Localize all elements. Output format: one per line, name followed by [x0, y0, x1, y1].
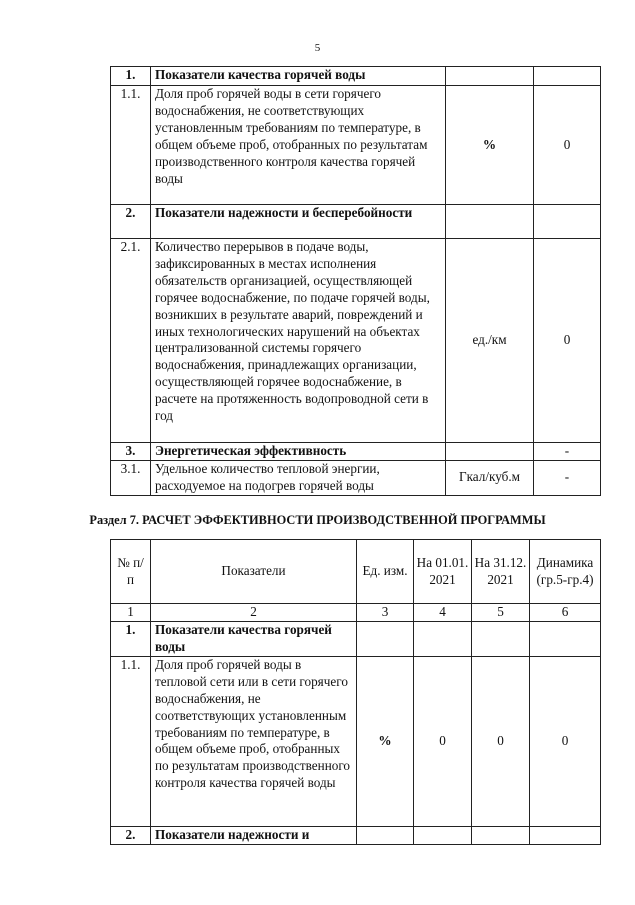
- row-end: 0: [472, 656, 530, 826]
- row-end: [472, 826, 530, 844]
- table-row: [111, 826, 601, 844]
- row-number: 1.1.: [111, 656, 151, 826]
- row-text: Показатели качества горячей воды: [151, 621, 357, 656]
- row-unit: [446, 205, 534, 239]
- row-start: [414, 621, 472, 656]
- row-text: Доля проб горячей воды в сети горячего водоснабжения, не соответствующих установленным требованиям по температуре, в общем объеме проб, отобранных по результатам производственного контроля качества горячей воды: [151, 86, 446, 205]
- column-index: 4: [414, 604, 472, 622]
- row-unit: Гкал/куб.м: [446, 461, 534, 496]
- table-row: [111, 621, 601, 656]
- row-unit: [357, 621, 414, 656]
- row-number: 3.1.: [111, 461, 151, 496]
- column-index: 5: [472, 604, 530, 622]
- row-text: Количество перерывов в подаче воды, зафиксированных в местах исполнения обязательств организацией, осуществляющей горячее водоснабжение, по подаче горячей воды, возникших в результате аварий, повреждений и иных технологических нарушений на объектах централизованной системы горячего водоснабжения, принадлежащих организации, осуществляющей горячее водоснабжение, в расчете на протяженность водопроводной сети в год: [151, 239, 446, 443]
- column-index: 6: [530, 604, 601, 622]
- row-text: Показатели надежности и бесперебойности: [151, 205, 446, 239]
- header-num: № п/п: [111, 540, 151, 604]
- row-dynamics: [530, 826, 601, 844]
- header-start: На 01.01. 2021: [414, 540, 472, 604]
- table-row: [111, 205, 601, 239]
- table-row: [111, 239, 601, 443]
- section-title: Раздел 7. РАСЧЕТ ЭФФЕКТИВНОСТИ ПРОИЗВОДСТВЕННОЙ ПРОГРАММЫ: [89, 513, 546, 527]
- table-row: [111, 656, 601, 826]
- row-number: 1.1.: [111, 86, 151, 205]
- column-index: 3: [357, 604, 414, 622]
- row-value: -: [534, 461, 601, 496]
- row-number: 2.: [111, 205, 151, 239]
- row-end: [472, 621, 530, 656]
- column-index: 2: [151, 604, 357, 622]
- row-text: Удельное количество тепловой энергии, расходуемое на подогрев горячей воды: [151, 461, 446, 496]
- row-text: Показатели надежности и: [151, 826, 357, 844]
- row-unit: %: [357, 656, 414, 826]
- row-value: [534, 67, 601, 86]
- row-text: Энергетическая эффективность: [151, 443, 446, 461]
- row-unit: [446, 67, 534, 86]
- row-number: 1.: [111, 621, 151, 656]
- header-dynamics: Динамика (гр.5-гр.4): [530, 540, 601, 604]
- row-dynamics: 0: [530, 656, 601, 826]
- column-index-row: [111, 604, 601, 622]
- row-value: [534, 205, 601, 239]
- column-index: 1: [111, 604, 151, 622]
- row-value: 0: [534, 86, 601, 205]
- row-unit: ед./км: [446, 239, 534, 443]
- table-quality-indicators: [110, 66, 601, 496]
- header-end: На 31.12. 2021: [472, 540, 530, 604]
- row-value: -: [534, 443, 601, 461]
- page-number: 5: [314, 42, 321, 54]
- table-row: [111, 86, 601, 205]
- table-efficiency: [110, 539, 601, 845]
- row-number: 3.: [111, 443, 151, 461]
- row-number: 1.: [111, 67, 151, 86]
- row-text: Показатели качества горячей воды: [151, 67, 446, 86]
- table-row: [111, 67, 601, 86]
- row-start: 0: [414, 656, 472, 826]
- row-start: [414, 826, 472, 844]
- row-value: 0: [534, 239, 601, 443]
- row-number: 2.1.: [111, 239, 151, 443]
- table-row: [111, 461, 601, 496]
- row-unit: [357, 826, 414, 844]
- header-unit: Ед. изм.: [357, 540, 414, 604]
- table-header-row: [111, 540, 601, 604]
- header-indicators: Показатели: [151, 540, 357, 604]
- row-dynamics: [530, 621, 601, 656]
- row-text: Доля проб горячей воды в тепловой сети или в сети горячего водоснабжения, не соответствующих установленным требованиям по температуре, в общем объеме проб, отобранных по результатам производственного контроля качества горячей воды: [151, 656, 357, 826]
- row-unit: %: [446, 86, 534, 205]
- row-unit: [446, 443, 534, 461]
- row-number: 2.: [111, 826, 151, 844]
- table-row: [111, 443, 601, 461]
